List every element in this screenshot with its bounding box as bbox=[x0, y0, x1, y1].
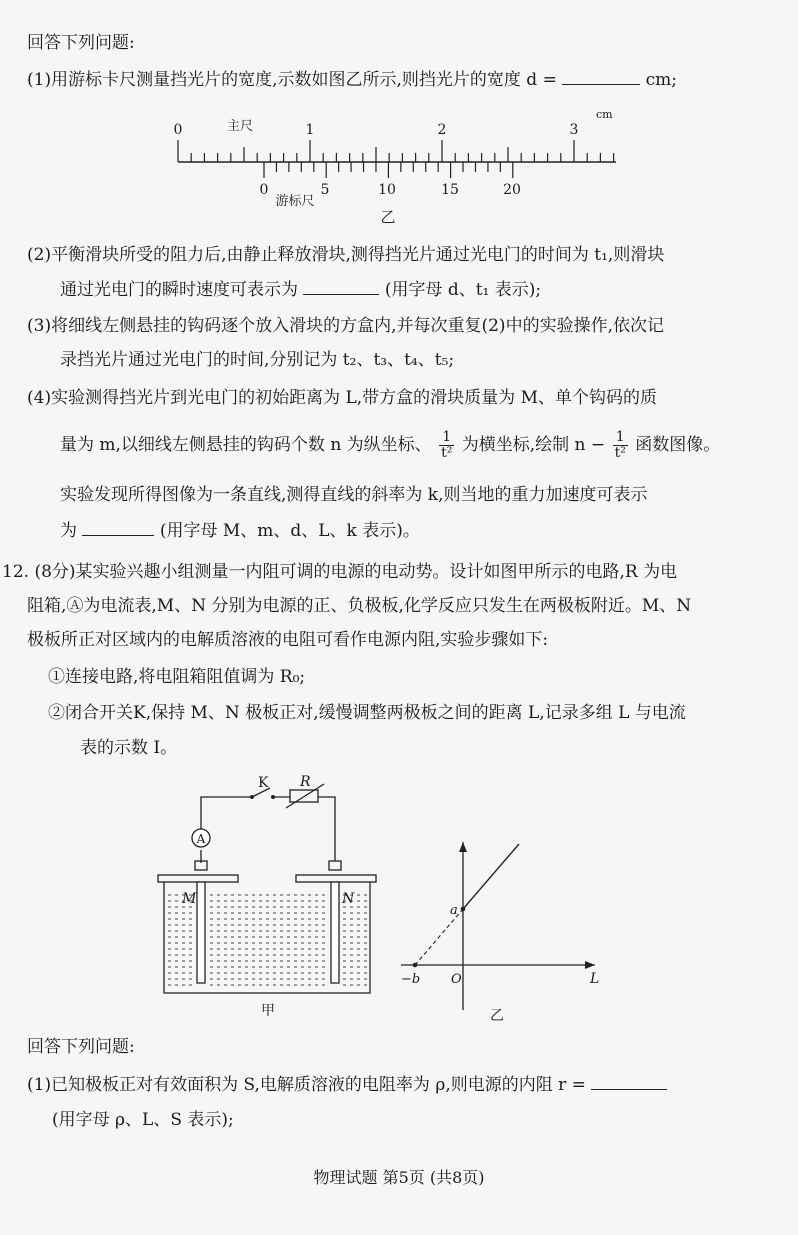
q11-part2-line2 bbox=[60, 277, 541, 302]
switch-contact bbox=[250, 795, 254, 799]
lid-right bbox=[296, 875, 376, 882]
plate-m bbox=[197, 882, 205, 983]
x-axis-label: L bbox=[590, 971, 600, 987]
answer-blank-r[interactable] bbox=[591, 1072, 667, 1090]
label-a: a bbox=[450, 903, 458, 918]
answer-blank-velocity[interactable] bbox=[303, 277, 379, 295]
switch-contact bbox=[271, 795, 275, 799]
q12-step2-line2: 表的示数 I。 bbox=[80, 738, 178, 758]
q11-part3-line1: (3)将细线左侧悬挂的钩码逐个放入滑块的方盒内,并每次重复(2)中的实验操作,依次记 bbox=[27, 316, 664, 336]
main-tick-label: 3 bbox=[569, 122, 579, 138]
intercept-b-point bbox=[413, 963, 418, 968]
q11-part4-text-a: 量为 m,以细线左侧悬挂的钩码个数 n 为纵坐标、 bbox=[60, 435, 432, 455]
vernier-tick-label: 0 bbox=[259, 182, 269, 198]
plate-m-label: M bbox=[182, 891, 197, 907]
main-tick-label: 2 bbox=[437, 122, 447, 138]
label-minus-b: −b bbox=[401, 972, 421, 987]
figure-caption: 乙 bbox=[380, 208, 396, 225]
q11-part4-line3: 实验发现所得图像为一条直线,测得直线的斜率为 k,则当地的重力加速度可表示 bbox=[60, 485, 648, 505]
fraction-denominator: t² bbox=[614, 445, 626, 461]
plate-n bbox=[331, 882, 339, 983]
vernier-tick-label: 20 bbox=[503, 182, 521, 198]
q12-line1: 12. (8分)某实验兴趣小组测量一内阻可调的电源的电动势。设计如图甲所示的电路,R 为电 bbox=[2, 562, 678, 582]
vernier-scale-ticks bbox=[264, 162, 513, 178]
plate-n-label: N bbox=[342, 891, 355, 907]
q12-step2-line1: ②闭合开关K,保持 M、N 极板正对,缓慢调整两极板之间的距离 L,记录多组 L 与电流 bbox=[48, 703, 686, 723]
intercept-a-point bbox=[461, 907, 466, 912]
terminal-n bbox=[329, 861, 341, 870]
page-footer: 物理试题 第5页 (共8页) bbox=[313, 1168, 485, 1187]
q11-part4-text-b: 为横坐标,绘制 n − bbox=[461, 435, 606, 455]
unit-label: cm bbox=[596, 108, 613, 121]
lid-left bbox=[158, 875, 238, 882]
switch-label: K bbox=[258, 775, 269, 791]
x-axis-arrow-icon bbox=[585, 961, 595, 969]
answer-blank-d[interactable] bbox=[562, 67, 640, 85]
wire-left bbox=[201, 797, 252, 838]
q11-part4-line1: (4)实验测得挡光片到光电门的初始距离为 L,带方盒的滑块质量为 M、单个钩码的质 bbox=[27, 388, 657, 408]
q11-part4-line4 bbox=[60, 518, 420, 543]
answer-heading: 回答下列问题: bbox=[27, 33, 135, 53]
n-l-graph bbox=[395, 838, 610, 1023]
ammeter-label: A bbox=[196, 832, 206, 846]
q12-line2: 阻箱,Ⓐ为电流表,M、N 分别为电源的正、负极板,化学反应只发生在两极板附近。M、N bbox=[27, 596, 692, 616]
q12-part1-line1 bbox=[27, 1072, 667, 1097]
graph-caption: 乙 bbox=[490, 1008, 504, 1023]
q11-part2-text: 通过光电门的瞬时速度可表示为 bbox=[60, 280, 298, 300]
q11-part1-text: (1)用游标卡尺测量挡光片的宽度,示数如图乙所示,则挡光片的宽度 d = bbox=[27, 70, 557, 90]
q11-part3-line2: 录挡光片通过光电门的时间,分别记为 t₂、t₃、t₄、t₅; bbox=[60, 350, 455, 370]
fraction-one-over-t-squared bbox=[613, 430, 628, 461]
q11-part4-text-d: 为 bbox=[60, 521, 77, 541]
q11-part2-hint: (用字母 d、t₁ 表示); bbox=[384, 280, 542, 300]
vernier-scale-label: 游标尺 bbox=[275, 194, 315, 209]
resistor-label: R bbox=[300, 775, 311, 790]
fraction-numerator: 1 bbox=[613, 430, 628, 446]
q11-part4-hint: (用字母 M、m、d、L、k 表示)。 bbox=[159, 521, 420, 541]
vernier-tick-label: 5 bbox=[320, 182, 330, 198]
q12-part1-text: (1)已知极板正对有效面积为 S,电解质溶液的电阻率为 ρ,则电源的内阻 r = bbox=[27, 1075, 586, 1095]
vernier-tick-label: 15 bbox=[441, 182, 459, 198]
q12-part1-line2: (用字母 ρ、L、S 表示); bbox=[52, 1110, 234, 1130]
answer-blank-g[interactable] bbox=[82, 518, 154, 536]
data-line bbox=[463, 844, 519, 909]
q12-step1: ①连接电路,将电阻箱阻值调为 R₀; bbox=[48, 667, 306, 687]
circuit-caption: 甲 bbox=[261, 1003, 275, 1019]
q11-part4-text-c: 函数图像。 bbox=[635, 435, 721, 455]
answer-heading: 回答下列问题: bbox=[27, 1037, 135, 1057]
fraction-denominator: t² bbox=[441, 445, 453, 461]
vernier-tick-label: 10 bbox=[378, 182, 396, 198]
main-tick-label: 1 bbox=[305, 122, 315, 138]
main-tick-label: 0 bbox=[173, 122, 183, 138]
main-scale-ticks bbox=[178, 140, 614, 162]
q12-line3: 极板所正对区域内的电解质溶液的电阻可看作电源内阻,实验步骤如下: bbox=[27, 630, 549, 650]
q11-part1-unit: cm; bbox=[645, 70, 678, 90]
q11-part4-line2 bbox=[60, 430, 720, 461]
q11-part1 bbox=[27, 67, 677, 92]
vernier-caliper-figure bbox=[160, 100, 630, 225]
fraction-numerator: 1 bbox=[439, 430, 454, 446]
wire-right bbox=[318, 797, 335, 861]
main-scale-label: 主尺 bbox=[226, 119, 254, 134]
y-axis-arrow-icon bbox=[459, 842, 467, 852]
q11-part2-line1: (2)平衡滑块所受的阻力后,由静止释放滑块,测得挡光片通过光电门的时间为 t₁,则滑块 bbox=[27, 245, 665, 265]
label-origin: O bbox=[451, 972, 462, 987]
fraction-one-over-t-squared bbox=[439, 430, 454, 461]
circuit-diagram bbox=[150, 775, 390, 1020]
